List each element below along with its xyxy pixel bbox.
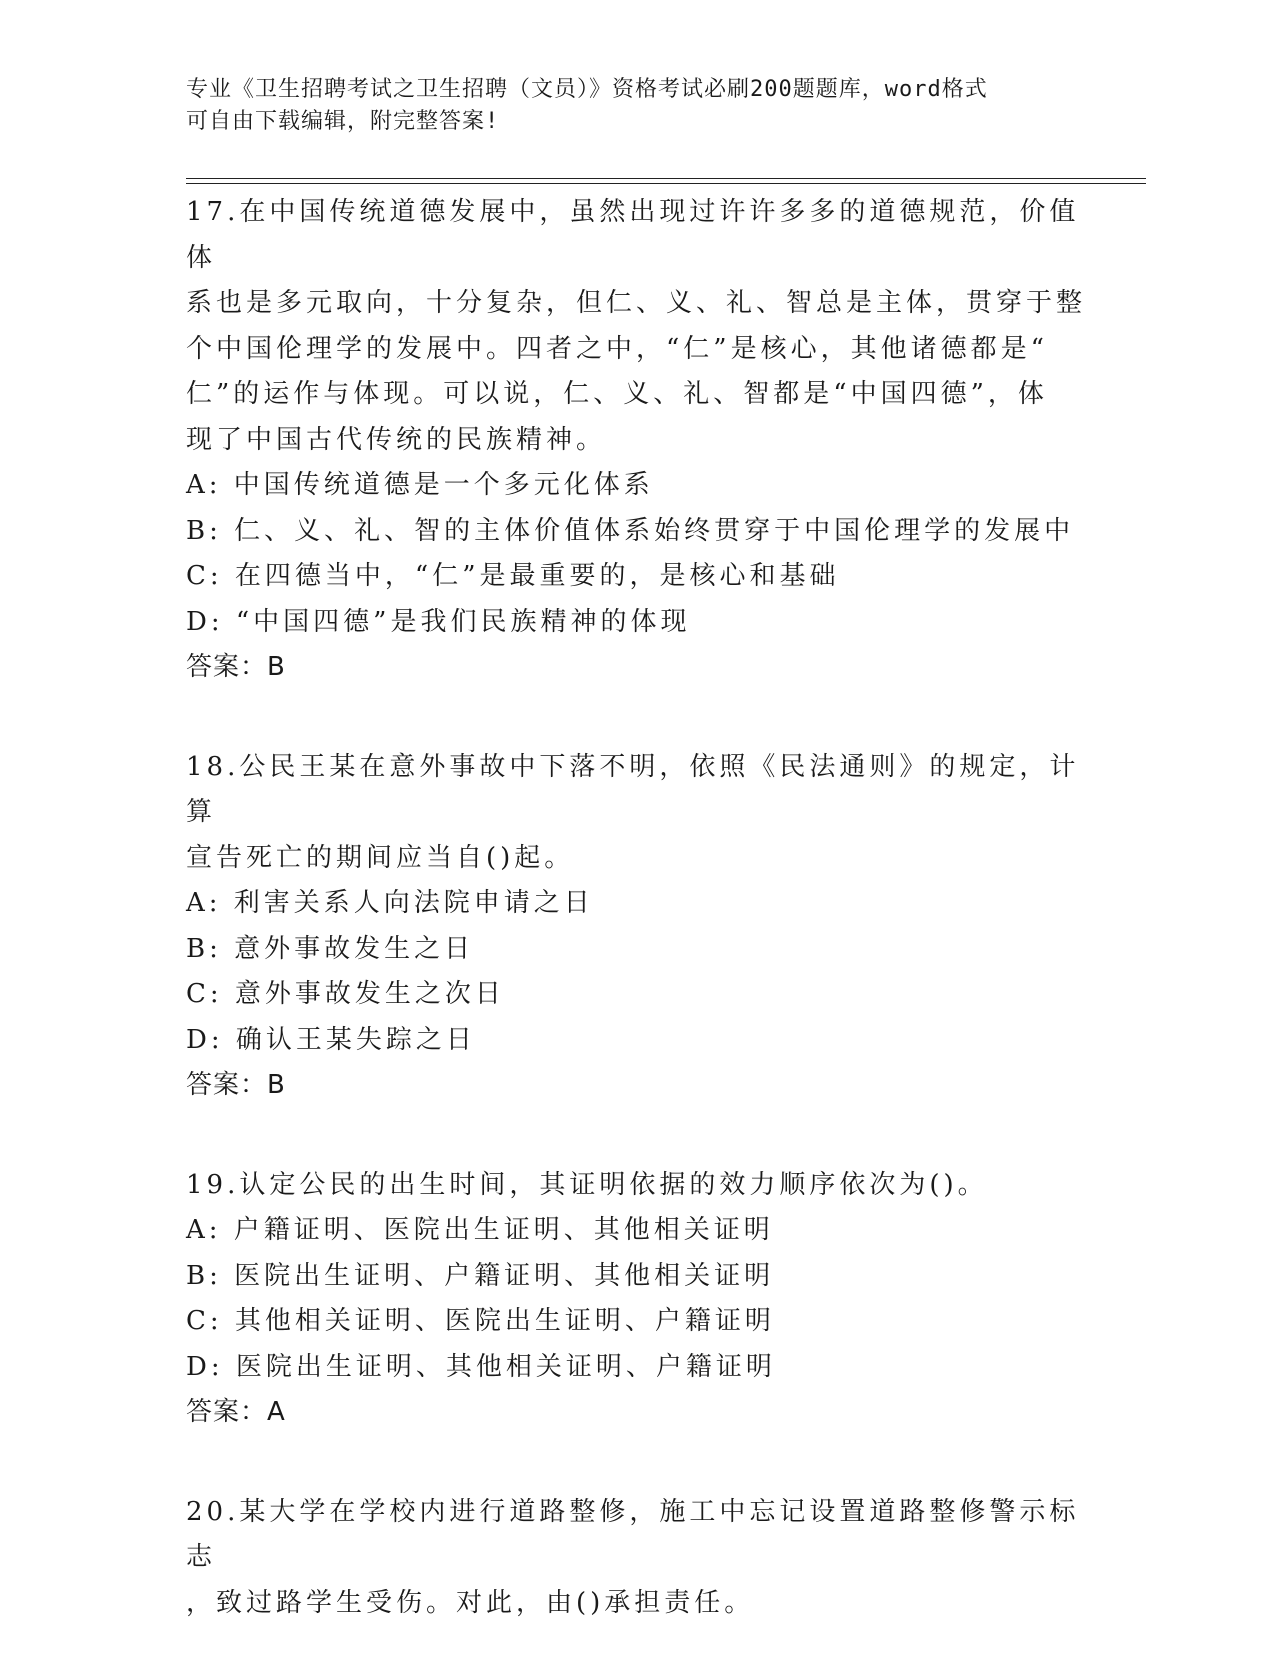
answer-line: 答案：B — [186, 652, 286, 682]
option-a: A: 利害关系人向法院申请之日 — [186, 888, 594, 918]
stem-line: 系也是多元取向，十分复杂，但仁、义、礼、智总是主体，贯穿于整 — [186, 288, 1087, 318]
question-list — [186, 190, 1086, 1680]
question-19 — [186, 1163, 1086, 1436]
answer-line: 答案：A — [186, 1397, 286, 1427]
stem-line: 个中国伦理学的发展中。四者之中，“仁”是核心，其他诸德都是“ — [186, 333, 1048, 364]
stem-line: ，致过路学生受伤。对此，由()承担责任。 — [186, 1587, 755, 1618]
option-a: A: 中国传统道德是一个多元化体系 — [186, 470, 654, 500]
option-c: C: 在四德当中，“仁”是最重要的，是核心和基础 — [186, 561, 840, 591]
option-d: D: 医院出生证明、其他相关证明、户籍证明 — [186, 1351, 776, 1382]
question-20 — [186, 1490, 1086, 1627]
question-stem — [186, 745, 1086, 882]
option-d: D: “中国四德”是我们民族精神的体现 — [186, 606, 691, 637]
option-b: B: 意外事故发生之日 — [186, 933, 475, 964]
header-divider-top — [186, 178, 1146, 179]
question-18 — [186, 745, 1086, 1109]
answer-line: 答案：B — [186, 1070, 286, 1100]
question-17 — [186, 190, 1086, 691]
header-divider-bottom — [186, 183, 1146, 184]
option-c: C: 其他相关证明、医院出生证明、户籍证明 — [186, 1306, 775, 1336]
stem-line: 20.某大学在学校内进行道路整修，施工中忘记设置道路整修警示标志 — [186, 1496, 1080, 1572]
question-stem — [186, 1490, 1086, 1627]
option-b: B: 仁、义、礼、智的主体价值体系始终贯穿于中国伦理学的发展中 — [186, 515, 1075, 546]
option-c: C: 意外事故发生之次日 — [186, 979, 505, 1009]
stem-line: 现了中国古代传统的民族精神。 — [186, 424, 607, 455]
stem-line: 18.公民王某在意外事故中下落不明，依照《民法通则》的规定，计算 — [186, 751, 1080, 827]
header-line-2: 可自由下载编辑，附完整答案! — [186, 109, 500, 134]
question-stem — [186, 190, 1086, 463]
stem-line: 仁”的运作与体现。可以说，仁、义、礼、智都是“中国四德”，体 — [186, 379, 1048, 409]
option-d: D: 确认王某失踪之日 — [186, 1024, 476, 1055]
stem-line: 17.在中国传统道德发展中，虽然出现过许许多多的道德规范，价值体 — [186, 197, 1080, 273]
stem-line: 宣告死亡的期间应当自()起。 — [186, 842, 575, 873]
header-line-1: 专业《卫生招聘考试之卫生招聘（文员）》资格考试必刷200题题库，word格式 — [186, 77, 988, 102]
document-header — [186, 74, 1066, 138]
question-stem — [186, 1163, 1086, 1209]
option-b: B: 医院出生证明、户籍证明、其他相关证明 — [186, 1260, 775, 1291]
stem-line: 19.认定公民的出生时间，其证明依据的效力顺序依次为()。 — [186, 1169, 988, 1200]
option-a: A: 户籍证明、医院出生证明、其他相关证明 — [186, 1215, 774, 1245]
